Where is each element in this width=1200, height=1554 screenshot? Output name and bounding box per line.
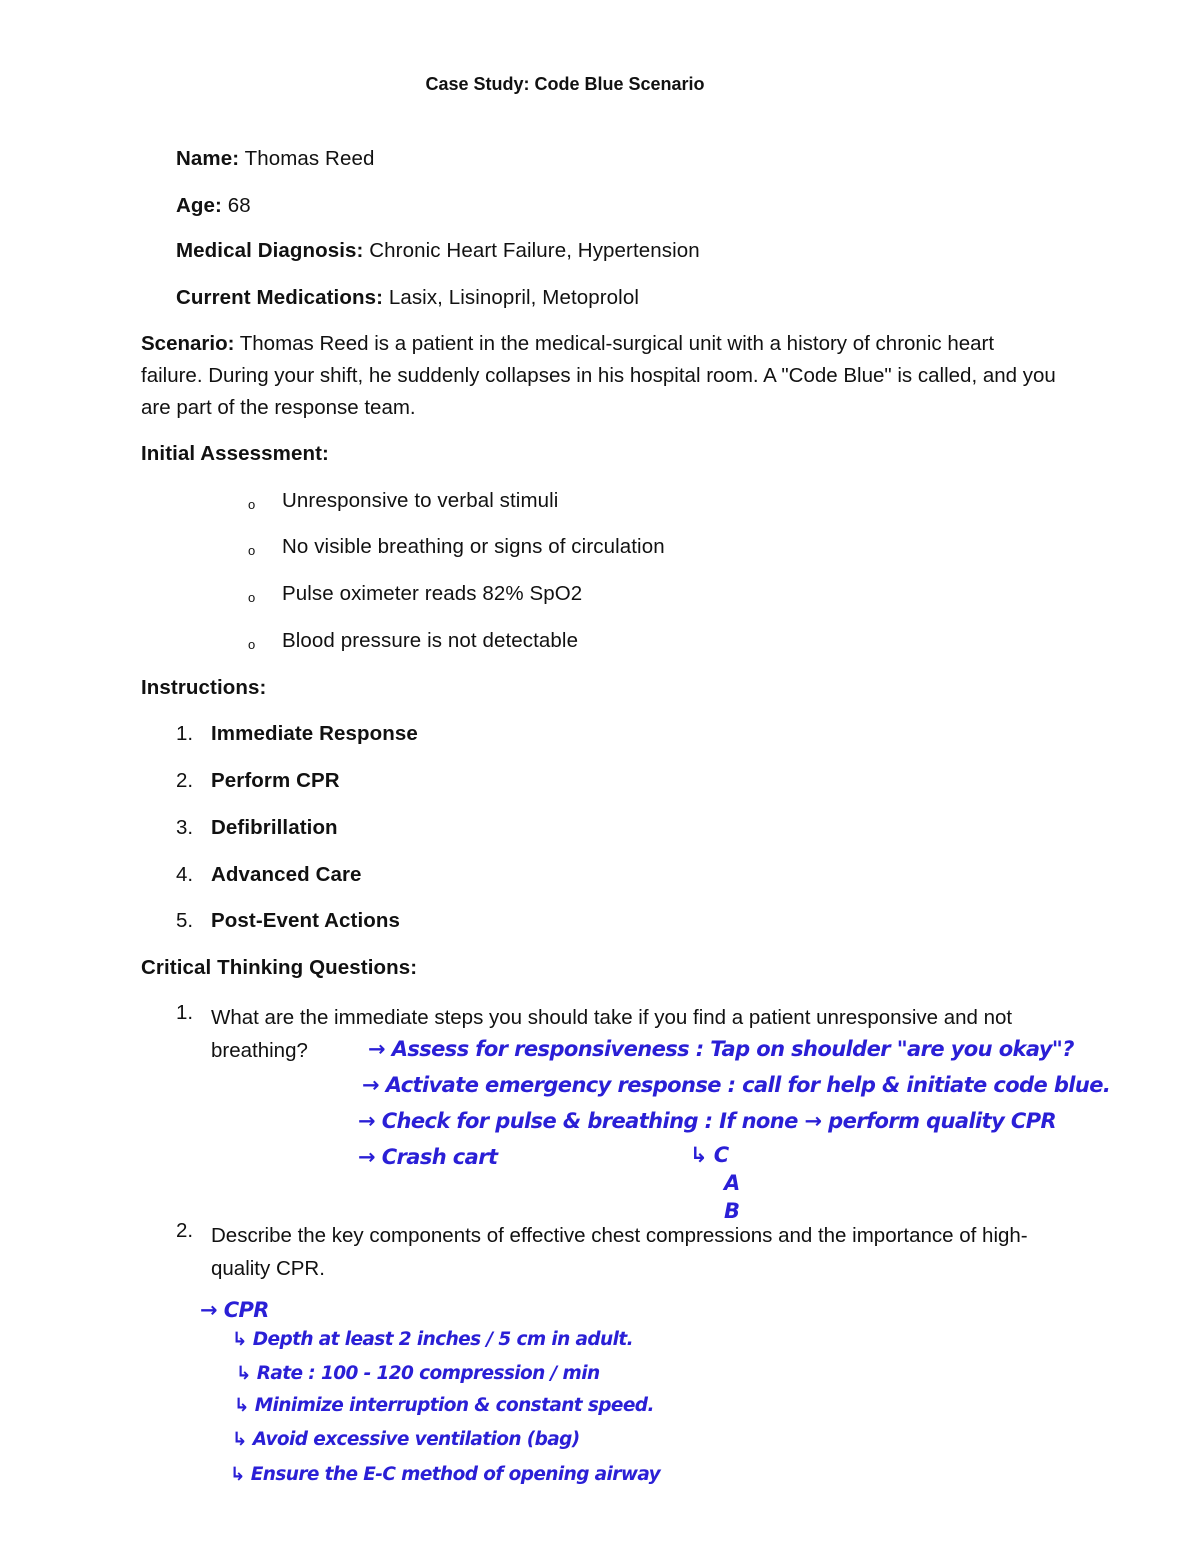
instruction-label: Post-Event Actions <box>211 909 400 932</box>
instruction-item <box>0 816 1200 846</box>
assessment-item <box>0 535 1200 565</box>
instruction-number: 1. <box>176 722 194 745</box>
patient-medications-row <box>176 286 639 310</box>
instruction-label: Defibrillation <box>211 816 338 839</box>
scenario-label: Scenario: <box>141 332 235 355</box>
instruction-number: 5. <box>176 909 194 932</box>
document-title: Case Study: Code Blue Scenario <box>425 74 705 94</box>
handwritten-note: ↳ Rate : 100 - 120 compression / min <box>236 1363 600 1384</box>
age-label: Age: <box>176 194 222 217</box>
question-number: 2. <box>176 1219 194 1242</box>
question-item <box>0 1219 1200 1289</box>
instructions-heading: Instructions: <box>141 676 267 699</box>
handwritten-note: → Activate emergency response : call for help & initiate code blue. <box>362 1073 1111 1097</box>
instruction-label: Perform CPR <box>211 769 340 792</box>
patient-age-row <box>176 194 251 218</box>
handwritten-note: ↳ Ensure the E-C method of opening airway <box>230 1464 661 1485</box>
bullet-icon: o <box>248 637 256 652</box>
diagnosis-value: Chronic Heart Failure, Hypertension <box>363 239 700 262</box>
instruction-label: Advanced Care <box>211 863 362 886</box>
handwritten-note: ↳ Avoid excessive ventilation (bag) <box>232 1429 580 1450</box>
handwritten-note: → CPR <box>200 1298 269 1322</box>
assessment-item-text: No visible breathing or signs of circulation <box>282 535 665 558</box>
name-value: Thomas Reed <box>239 147 375 170</box>
instruction-item <box>0 863 1200 893</box>
instruction-number: 2. <box>176 769 194 792</box>
diagnosis-label: Medical Diagnosis: <box>176 239 364 262</box>
patient-name-row <box>176 147 374 171</box>
assessment-item-text: Pulse oximeter reads 82% SpO2 <box>282 582 583 605</box>
bullet-icon: o <box>248 497 256 512</box>
handwritten-note: ↳ Depth at least 2 inches / 5 cm in adult. <box>232 1329 633 1350</box>
name-label: Name: <box>176 147 240 170</box>
instruction-item <box>0 722 1200 752</box>
handwritten-note: B <box>724 1199 740 1223</box>
handwritten-note: → Check for pulse & breathing : If none → perform quality CPR <box>358 1109 1057 1133</box>
handwritten-note: → Assess for responsiveness : Tap on shoulder "are you okay"? <box>368 1037 1074 1061</box>
assessment-item-text: Blood pressure is not detectable <box>282 629 579 652</box>
assessment-item-text: Unresponsive to verbal stimuli <box>282 489 559 512</box>
instruction-item <box>0 769 1200 799</box>
handwritten-note: A <box>724 1171 740 1195</box>
scenario-text: Thomas Reed is a patient in the medical-surgical unit with a history of chronic heart failure. During your shift, he suddenly collapses in his hospital room. A "Code Blue" is called, and you are part of the response team. <box>141 332 1056 419</box>
medications-value: Lasix, Lisinopril, Metoprolol <box>383 286 639 309</box>
instruction-label: Immediate Response <box>211 722 418 745</box>
assessment-heading: Initial Assessment: <box>141 442 329 465</box>
bullet-icon: o <box>248 590 256 605</box>
instruction-number: 4. <box>176 863 194 886</box>
handwritten-note: ↳ Minimize interruption & constant speed. <box>234 1395 654 1416</box>
patient-diagnosis-row <box>176 239 700 263</box>
instruction-number: 3. <box>176 816 194 839</box>
bullet-icon: o <box>248 543 256 558</box>
instruction-item <box>0 909 1200 939</box>
handwritten-note: ↳ C <box>690 1143 729 1167</box>
question-text: What are the immediate steps you should take if you find a patient unresponsive and not breathing? <box>211 1006 1013 1062</box>
assessment-item <box>0 582 1200 612</box>
assessment-item <box>0 489 1200 519</box>
age-value: 68 <box>221 194 251 217</box>
question-text: Describe the key components of effective chest compressions and the importance of high-quality CPR. <box>211 1224 1028 1280</box>
handwritten-note: → Crash cart <box>358 1145 498 1169</box>
scenario-paragraph <box>141 328 1061 424</box>
assessment-item <box>0 629 1200 659</box>
medications-label: Current Medications: <box>176 286 384 309</box>
questions-heading: Critical Thinking Questions: <box>141 956 418 979</box>
question-number: 1. <box>176 1001 194 1024</box>
